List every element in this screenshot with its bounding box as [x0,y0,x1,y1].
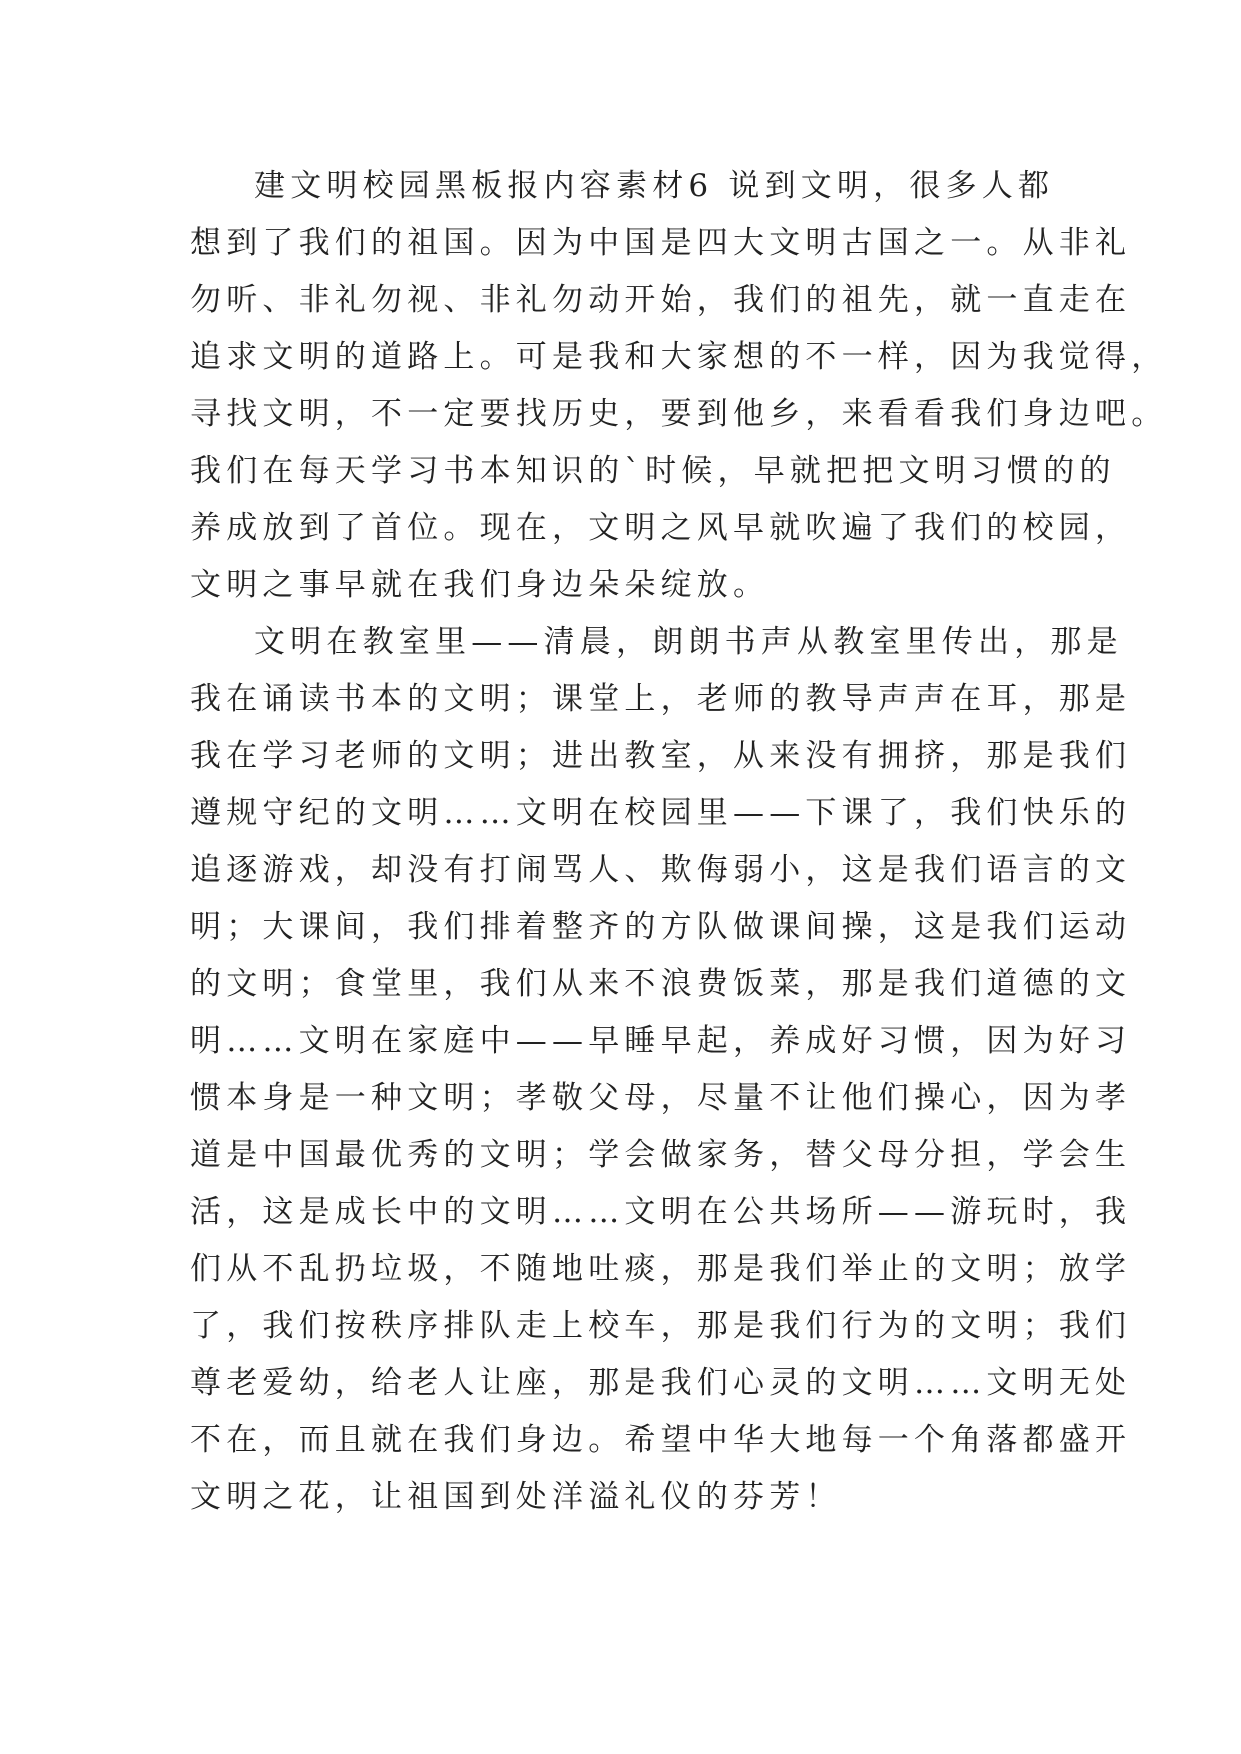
text-line: 惯本身是一种文明；孝敬父母，尽量不让他们操心，因为孝 [190,1080,1132,1116]
text-line: 明；大课间，我们排着整齐的方队做课间操，这是我们运动 [190,909,1132,945]
text-line: 我们在每天学习书本知识的`时候，早就把把文明习惯的的 [190,453,1116,489]
text-line: 文明之事早就在我们身边朵朵绽放。 [190,567,770,603]
text-line: 想到了我们的祖国。因为中国是四大文明古国之一。从非礼 [190,225,1132,261]
text-line: 明……文明在家庭中——早睡早起，养成好习惯，因为好习 [190,1023,1132,1059]
text-line: 的文明；食堂里，我们从来不浪费饭菜，那是我们道德的文 [190,966,1132,1002]
text-line: 追求文明的道路上。可是我和大家想的不一样，因为我觉得， [190,339,1168,375]
text-line: 活，这是成长中的文明……文明在公共场所——游玩时，我 [190,1194,1132,1230]
text-line: 了，我们按秩序排队走上校车，那是我们行为的文明；我们 [190,1308,1132,1344]
text-line-first-heading: 建文明校园黑板报内容素材6 说到文明，很多人都 [254,168,1055,204]
text-line: 遵规守纪的文明……文明在校园里——下课了，我们快乐的 [190,795,1132,831]
text-line: 我在诵读书本的文明；课堂上，老师的教导声声在耳，那是 [190,681,1132,717]
text-line: 养成放到了首位。现在，文明之风早就吹遍了我们的校园， [190,510,1132,546]
text-line: 们从不乱扔垃圾，不随地吐痰，那是我们举止的文明；放学 [190,1251,1132,1287]
text-line: 不在，而且就在我们身边。希望中华大地每一个角落都盛开 [190,1422,1132,1458]
text-line: 追逐游戏，却没有打闹骂人、欺侮弱小，这是我们语言的文 [190,852,1132,888]
text-line: 尊老爱幼，给老人让座，那是我们心灵的文明……文明无处 [190,1365,1132,1401]
text-line: 寻找文明，不一定要找历史，要到他乡，来看看我们身边吧。 [190,396,1168,432]
text-line: 勿听、非礼勿视、非礼勿动开始，我们的祖先，就一直走在 [190,282,1132,318]
text-line: 我在学习老师的文明；进出教室，从来没有拥挤，那是我们 [190,738,1132,774]
text-line: 道是中国最优秀的文明；学会做家务，替父母分担，学会生 [190,1137,1132,1173]
text-line-paragraph-start: 文明在教室里——清晨，朗朗书声从教室里传出，那是 [254,624,1123,660]
text-line: 文明之花，让祖国到处洋溢礼仪的芬芳！ [190,1479,842,1515]
